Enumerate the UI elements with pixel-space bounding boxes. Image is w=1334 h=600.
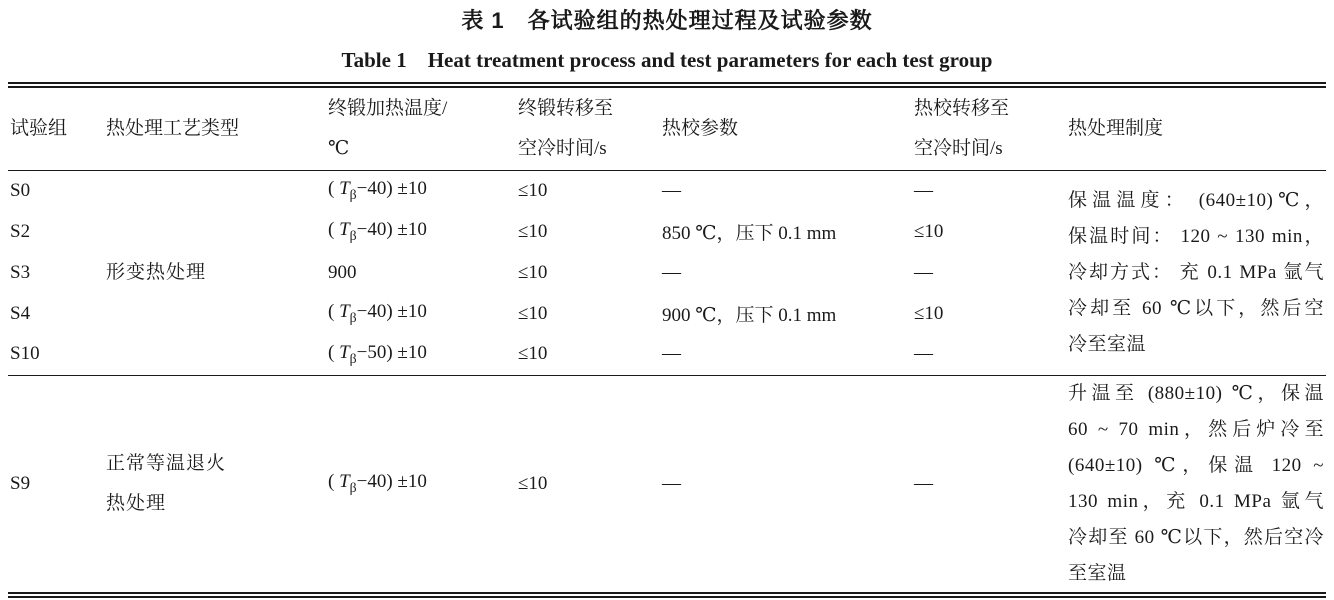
cell-forging-heating-temp: ( $T_\beta-40) \pm 10$: [328, 301, 427, 325]
parameters-table: [8, 88, 1326, 592]
cell-forging-transfer-time: ≤10: [518, 179, 548, 201]
cell-test-group: S0: [10, 179, 31, 201]
cell-test-group: S9: [10, 472, 31, 494]
cell-hot-sizing-transfer-time: —: [914, 261, 933, 283]
cell-hot-sizing-params: —: [662, 179, 681, 201]
cell-test-group: S4: [10, 302, 31, 324]
cell-hot-sizing-transfer-time: —: [914, 179, 933, 201]
cell-forging-heating-temp: ( $T_\beta-40) \pm 10$: [328, 219, 427, 243]
table-title-cn: 表 1 各试验组的热处理过程及试验参数: [461, 8, 873, 33]
cell-forging-transfer-time: ≤10: [518, 220, 548, 242]
cell-hot-sizing-transfer-time: ≤10: [914, 302, 944, 324]
column-header-forging-heating-temp: 终锻加热温度/ ℃: [328, 97, 448, 159]
cell-forging-heating-temp: ( $T_\beta-50) \pm 10$: [328, 341, 427, 366]
column-header-hot-sizing-params: 热校参数: [662, 117, 739, 139]
cell-forging-heating-temp: ( $T_\beta-40) \pm 10$: [328, 471, 427, 495]
cell-forging-transfer-time: ≤10: [518, 343, 548, 365]
cell-test-group: S10: [10, 343, 40, 365]
cell-test-group: S2: [10, 220, 31, 242]
column-header-test-group: 试验组: [10, 117, 68, 139]
cell-forging-transfer-time: ≤10: [518, 472, 548, 494]
cell-heat-treatment-regime: 升温至 (880±10) ℃，保温 60 ~ 70 min，然后炉冷至 (640±10) ℃，保温 120 ~ 130 min，充 0.1 MPa 氩气 冷却至 60 ℃以下，然后空冷 至室温: [1068, 382, 1324, 584]
cell-forging-transfer-time: ≤10: [518, 302, 548, 324]
table-row-S0: [8, 170, 1326, 211]
cell-hot-sizing-params: 900 ℃，压下 0.1 mm: [662, 305, 837, 326]
table-title-en: Table 1 Heat treatment process and test parameters for each test group: [341, 48, 993, 72]
table-row-S9: [8, 375, 1326, 592]
cell-hot-sizing-params: —: [662, 472, 681, 494]
cell-forging-heating-temp: ( $T_\beta-40) \pm 10$: [328, 178, 427, 203]
column-header-hot-sizing-transfer-time: 热校转移至 空冷时间/s: [914, 97, 1010, 159]
header-row: [8, 88, 1326, 170]
column-header-forging-transfer-time: 终锻转移至 空冷时间/s: [518, 97, 614, 159]
column-header-process-type: 热处理工艺类型: [106, 117, 240, 139]
table-bottom-rule: [8, 592, 1326, 598]
row-group-2: [8, 375, 1326, 592]
cell-process-type: 形变热处理: [106, 261, 207, 283]
cell-hot-sizing-transfer-time: ≤10: [914, 220, 944, 242]
cell-hot-sizing-params: —: [662, 343, 681, 365]
cell-process-type: 正常等温退火 热处理: [106, 452, 227, 514]
cell-forging-heating-temp: 900: [328, 261, 357, 283]
cell-hot-sizing-params: 850 ℃，压下 0.1 mm: [662, 223, 837, 244]
row-group-1: [8, 170, 1326, 375]
cell-heat-treatment-regime: 保温温度： (640±10)℃， 保温时间： 120 ~ 130 min， 冷却方式： 充 0.1 MPa 氩气 冷却至 60 ℃以下，然后空 冷至室温: [1068, 189, 1324, 355]
cell-test-group: S3: [10, 261, 31, 283]
table-header: [8, 88, 1326, 170]
cell-hot-sizing-transfer-time: —: [914, 343, 933, 365]
cell-hot-sizing-transfer-time: —: [914, 472, 933, 494]
cell-hot-sizing-params: —: [662, 261, 681, 283]
cell-forging-transfer-time: ≤10: [518, 261, 548, 283]
column-header-heat-treatment-regime: 热处理制度: [1068, 117, 1164, 139]
